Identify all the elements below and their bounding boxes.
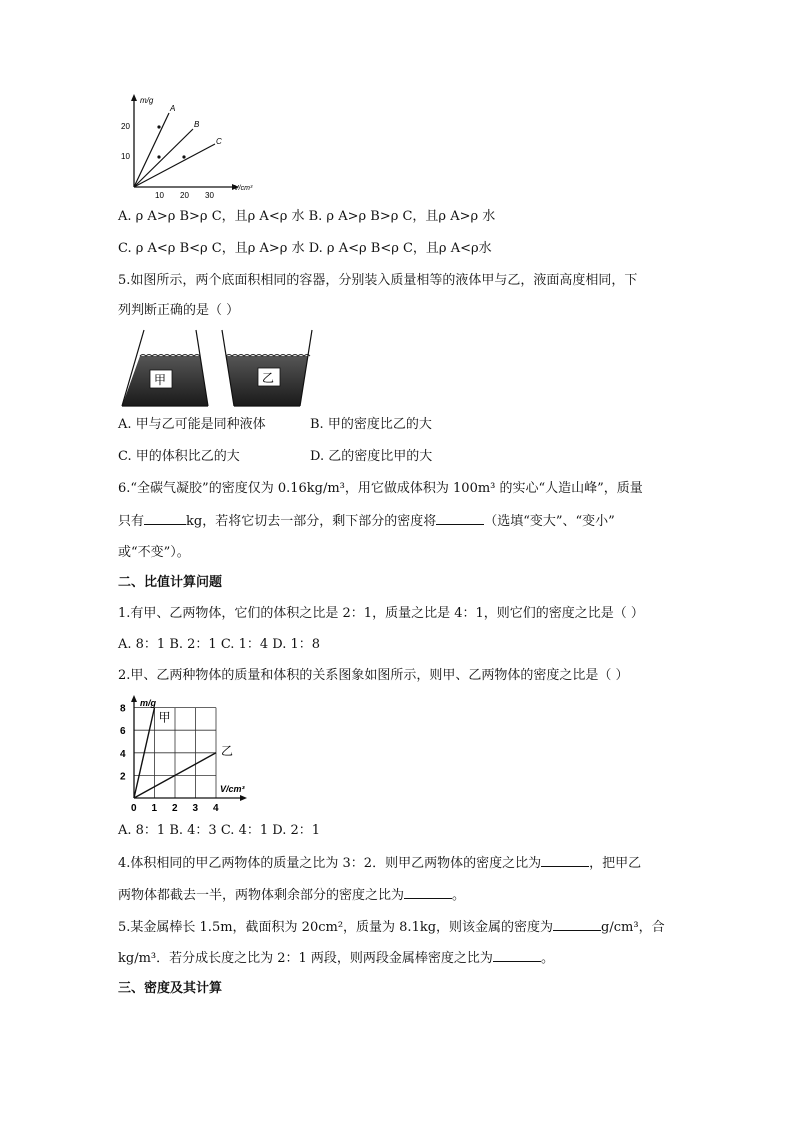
x-tick-label: 10 [155, 191, 164, 200]
container-left-label: 甲 [154, 373, 167, 387]
x-tick-label: 1 [151, 803, 158, 814]
answer-blank [404, 886, 452, 899]
section3-title: 三、密度及其计算 [118, 981, 223, 996]
x-tick-label: 4 [213, 803, 219, 814]
y-tick-label: 4 [120, 748, 126, 760]
container-left [122, 330, 208, 406]
s2q1-text: 1.有甲、乙两物体，它们的体积之比是 2：1，质量之比是 4：1，则它们的密度之比是（ ） [118, 606, 644, 621]
figure-mass-volume-jia-yi [116, 694, 256, 814]
s2q2-options: A. 8：1 B. 4：3 C. 4：1 D. 2：1 [118, 823, 321, 838]
answer-blank [541, 854, 589, 867]
s2q4-line2: 两物体都截去一半，两物体剩余部分的密度之比为 。 [118, 888, 466, 903]
y-tick-label: 8 [120, 703, 126, 715]
answer-blank [493, 949, 541, 962]
y-tick-label: 10 [121, 152, 130, 161]
line-label-b: B [194, 120, 200, 129]
x-axis-label: V/cm³ [220, 784, 245, 794]
series-label: 乙 [221, 743, 234, 758]
y-tick-label: 2 [120, 771, 126, 783]
line-label-a: A [170, 104, 176, 113]
section2-title: 二、比值计算问题 [118, 575, 223, 590]
x-tick-label: 30 [205, 191, 214, 200]
q4-options-line2: C. ρ A<ρ B<ρ C，且ρ A>ρ 水 D. ρ A<ρ B<ρ C，且ρ A<ρ水 [118, 241, 492, 256]
s2q1-options: A. 8：1 B. 2：1 C. 1：4 D. 1：8 [118, 637, 321, 652]
grid [134, 708, 216, 798]
answer-blank [144, 512, 186, 525]
y-axis-label: m/g [140, 698, 157, 708]
figure-mass-volume-abc [118, 92, 263, 202]
q6-line2: 只有 kg，若将它切去一部分，剩下部分的密度将 （选填“变大”、“变小” [118, 514, 615, 529]
x-tick-label: 0 [131, 803, 137, 814]
y-axis-label: m/g [140, 96, 154, 105]
line-c [134, 144, 215, 187]
q5-text-line1: 5.如图所示，两个底面积相同的容器，分别装入质量相等的液体甲与乙，液面高度相同，下 [118, 273, 638, 288]
q5-text-line2: 列判断正确的是（ ） [118, 303, 240, 318]
x-tick-label: 3 [192, 803, 199, 814]
series-label: 甲 [158, 710, 171, 725]
x-axis-label: V/cm³ [234, 185, 253, 192]
x-tick-label: 2 [172, 803, 178, 814]
container-right [222, 330, 312, 406]
q6-line3: 或“不变”）。 [118, 545, 190, 560]
container-right-label: 乙 [262, 371, 275, 385]
q5-option-c: C. 甲的体积比乙的大 [118, 449, 240, 464]
answer-blank [436, 512, 484, 525]
line-label-c: C [216, 137, 222, 146]
q5-option-d: D. 乙的密度比甲的大 [310, 449, 433, 464]
q4-options-line1: A. ρ A>ρ B>ρ C，且ρ A<ρ 水 B. ρ A>ρ B>ρ C，且ρ A>ρ 水 [118, 209, 496, 224]
figure-two-containers [118, 328, 328, 410]
line-a [134, 113, 169, 187]
q6-line1: 6.“全碳气凝胶”的密度仅为 0.16kg/m³，用它做成体积为 100m³ 的实心“人造山峰”，质量 [118, 481, 643, 496]
s2q2-text: 2.甲、乙两种物体的质量和体积的关系图象如图所示，则甲、乙两物体的密度之比是（ ） [118, 668, 629, 683]
x-tick-label: 20 [180, 191, 189, 200]
q5-option-a: A. 甲与乙可能是同种液体 [118, 417, 266, 432]
s2q5-line1: 5.某金属棒长 1.5m，截面积为 20cm²，质量为 8.1kg，则该金属的密度为 g/cm³，合 [118, 920, 665, 935]
s2q5-line2: kg/m³．若分成长度之比为 2：1 两段，则两段金属棒密度之比为 。 [118, 951, 554, 966]
q5-option-b: B. 甲的密度比乙的大 [310, 417, 432, 432]
s2q4-line1: 4.体积相同的甲乙两物体的质量之比为 3：2．则甲乙两物体的密度之比为 ，把甲乙 [118, 856, 642, 871]
y-tick-label: 20 [121, 122, 130, 131]
answer-blank [553, 918, 601, 931]
y-tick-label: 6 [120, 726, 126, 738]
